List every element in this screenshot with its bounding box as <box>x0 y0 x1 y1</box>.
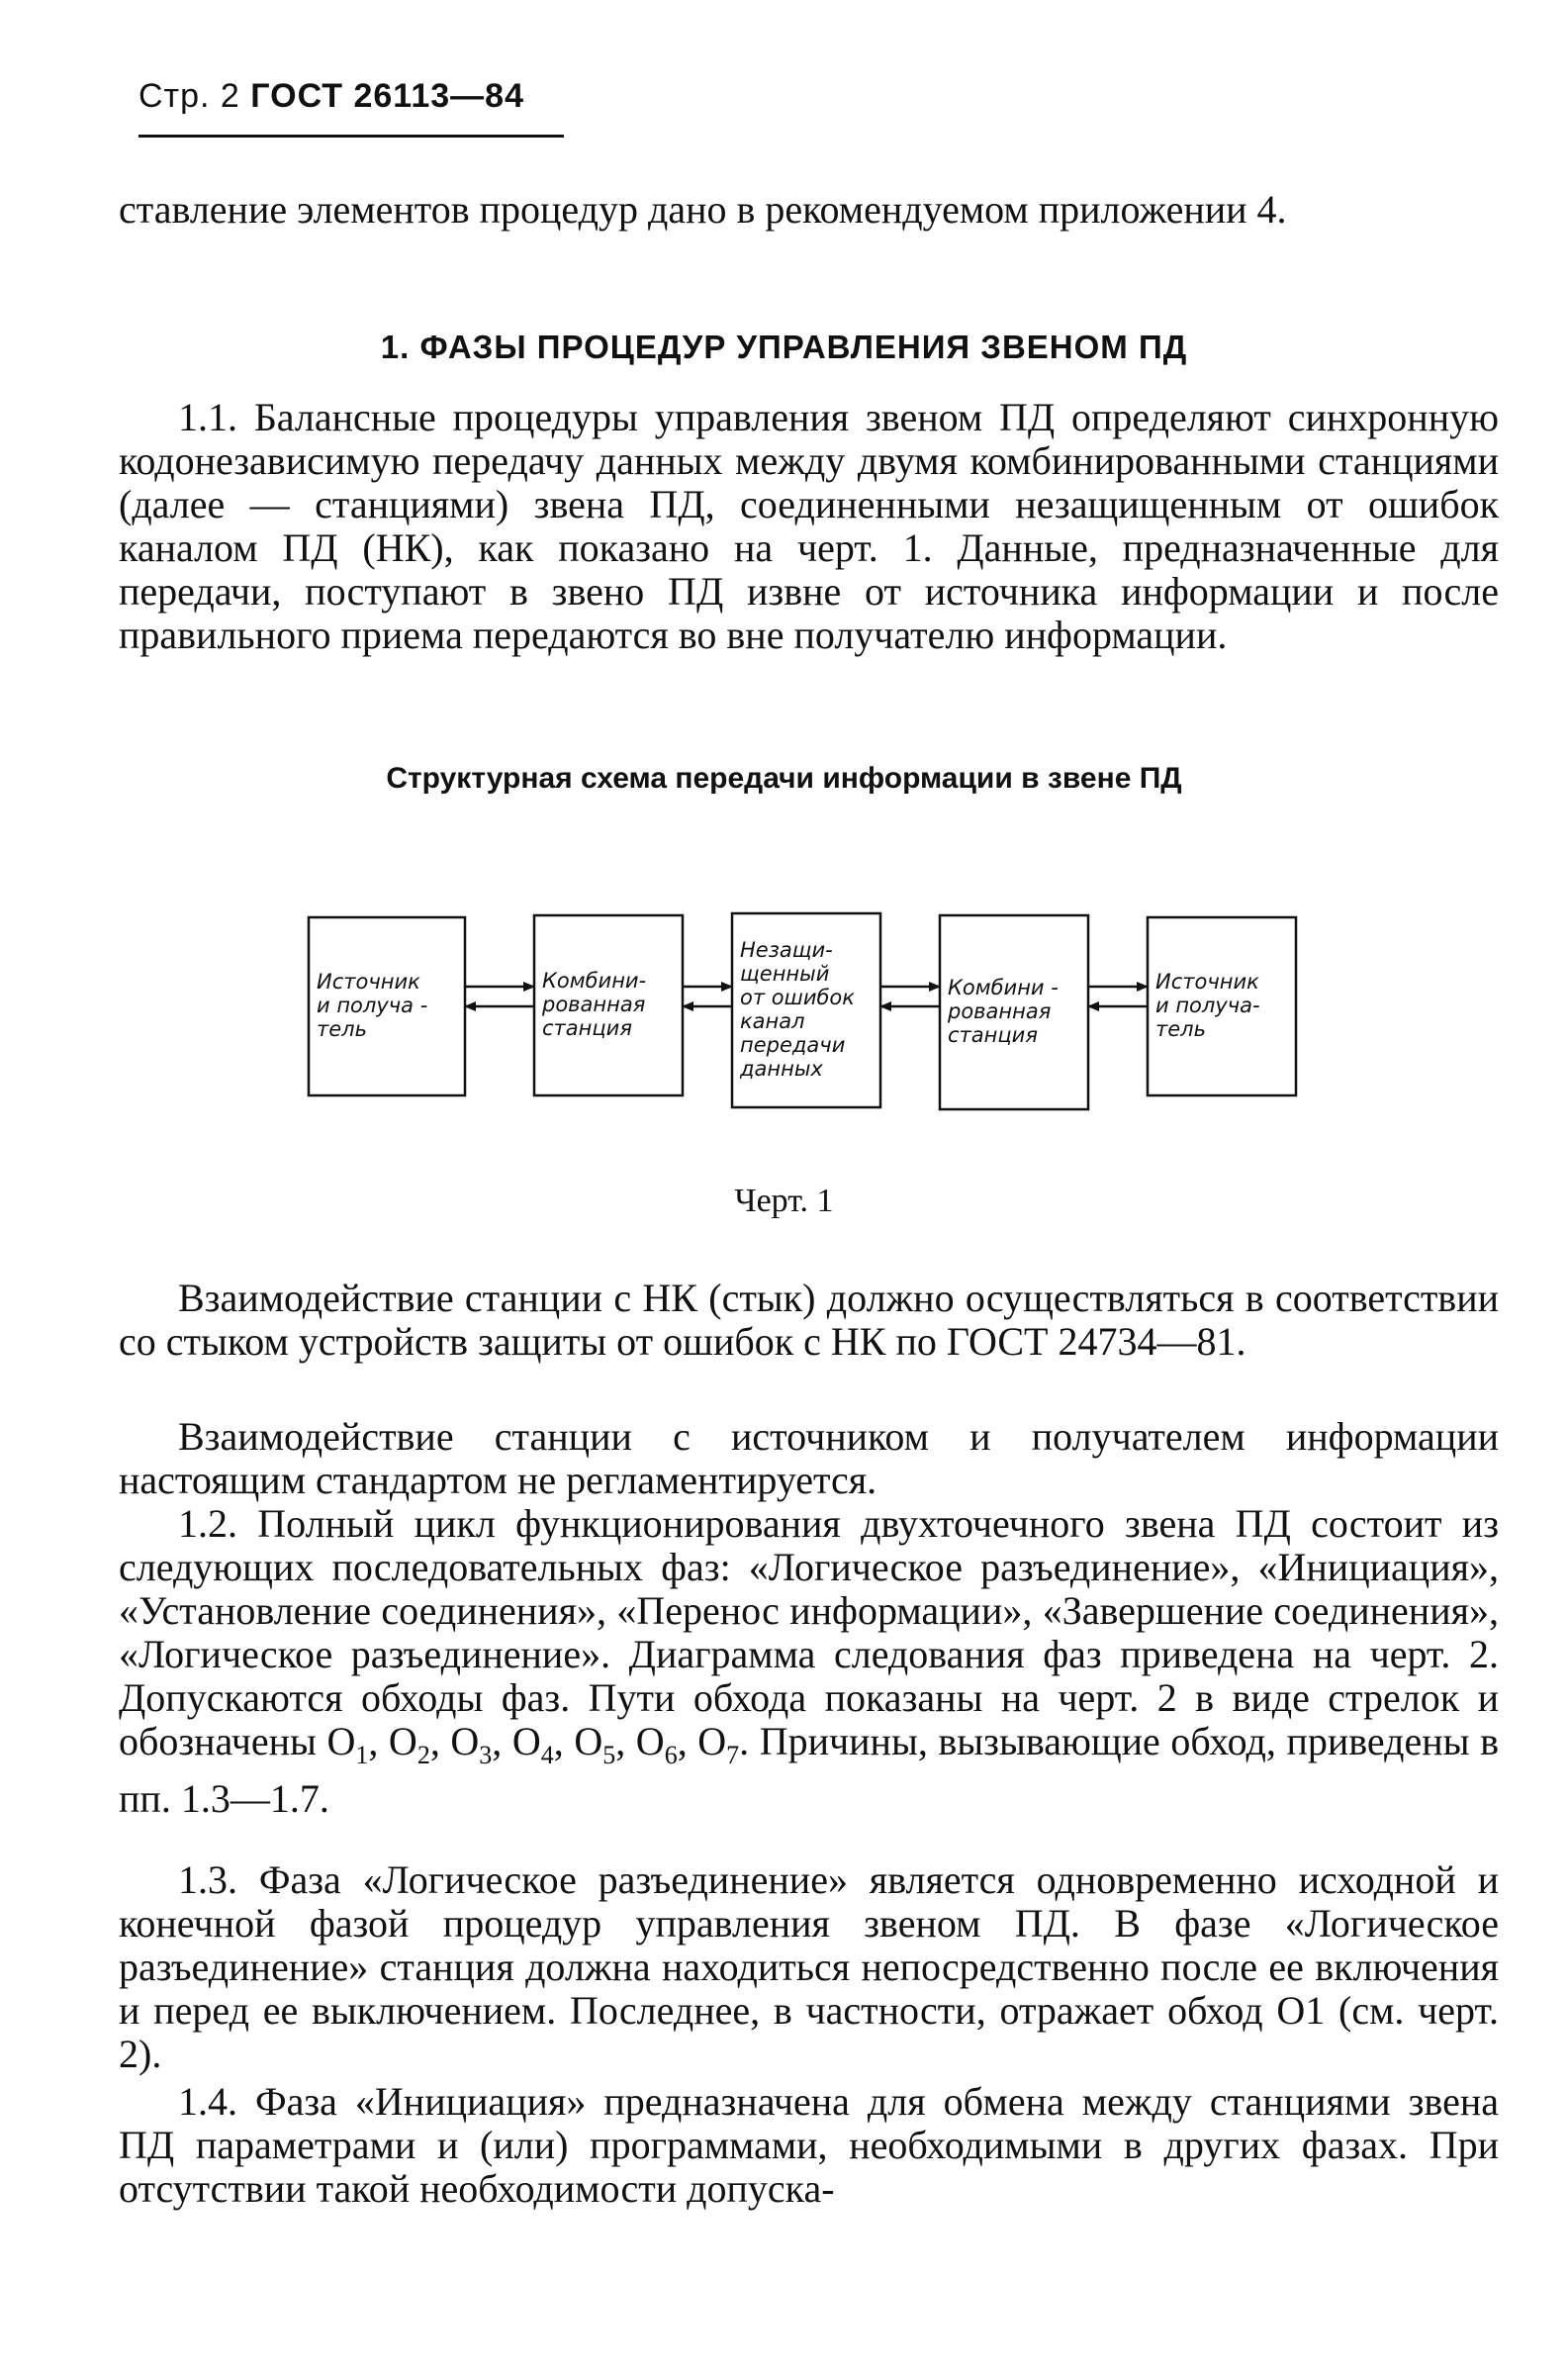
box-label-line: щенный <box>740 962 830 986</box>
figure-title: Структурная схема передачи информации в звене ПД <box>386 762 1182 795</box>
section-title: 1. ФАЗЫ ПРОЦЕДУР УПРАВЛЕНИЯ ЗВЕНОМ ПД <box>380 329 1188 365</box>
box-label-line: и получа - <box>317 994 428 1017</box>
box-station-right <box>940 915 1088 1109</box>
box-label-line: Комбини - <box>948 976 1059 999</box>
bypass-code: $O_2$ <box>388 1719 430 1769</box>
box-label-line: станция <box>542 1016 632 1040</box>
box-label-line: рованная <box>542 993 646 1016</box>
paragraph-1-2-text-after: . Причины, вызывающие обход, приведены в пп. 1.3—1.7. <box>119 1719 1500 1821</box>
standard-number: ГОСТ 26113—84 <box>250 77 524 115</box>
bypass-code: $O_3$ <box>450 1719 493 1769</box>
paragraph-1-4: 1.4. Фаза «Инициация» предназначена для обмена между станциями звена ПД параметрами и (или) программами, необходимыми в других фазах. При отсутствии такой необходимости допуска- <box>119 2079 1499 2211</box>
box-label-line: тель <box>317 1017 367 1041</box>
paragraph-interaction-nk: Взаимодействие станции с НК (стык) должно осуществляться в соответствии со стыком устройств защиты от ошибок с НК по ГОСТ 24734—81. <box>119 1276 1499 1364</box>
box-source-right <box>1148 917 1296 1095</box>
bypass-code: $O_1$ <box>326 1719 369 1769</box>
box-label-line: и получа- <box>1155 994 1260 1017</box>
box-label-line: рованная <box>948 999 1052 1023</box>
bypass-code: $O_4$ <box>511 1719 554 1769</box>
box-label-line: данных <box>740 1057 823 1081</box>
box-label-line: передачи <box>740 1033 846 1057</box>
bypass-code: $O_5$ <box>574 1719 616 1769</box>
page-number: Стр. 2 <box>138 77 240 115</box>
box-label-line: Источник <box>317 970 420 994</box>
structure-diagram <box>307 905 1326 1128</box>
box-label-line: тель <box>1155 1017 1206 1041</box>
figure-caption: Черт. 1 <box>734 1183 834 1219</box>
page-header <box>138 77 524 116</box>
paragraph-interaction-source: Взаимодействие станции с источником и получателем информации настоящим стандартом не регламентируется. <box>119 1414 1499 1502</box>
box-label-line: Незащи- <box>740 938 833 962</box>
bypass-code: $O_7$ <box>697 1719 740 1769</box>
intro-paragraph: ставление элементов процедур дано в рекомендуемом приложении 4. <box>119 187 1287 232</box>
bypass-list: $O_1$, $O_2$, $O_3$, $O_4$, $O_5$, $O_6$, $O_7$ <box>326 1719 740 1769</box>
paragraph-1-1: 1.1. Балансные процедуры управления звеном ПД определяют синхронную кодонезависимую передачу данных между двумя комбинированными станциями (далее — станциями) звена ПД, соединенными незащищенным от ошибок каналом ПД (НК), как показано на черт. 1. Данные, предназначенные для передачи, поступают в звено ПД извне от источника информации и после правильного приема передаются во вне получателю информации. <box>119 395 1499 657</box>
header-rule <box>138 135 564 138</box>
paragraph-1-3: 1.3. Фаза «Логическое разъединение» является одновременно исходной и конечной фазой процедур управления звеном ПД. В фазе «Логическое разъединение» станция должна находиться непосредственно после ее включения и перед ее выключением. Последнее, в частности, отражает обход O1 (см. черт. 2). <box>119 1857 1499 2076</box>
bypass-code: $O_6$ <box>635 1719 678 1769</box>
box-label-line: канал <box>740 1009 805 1033</box>
box-channel <box>732 913 880 1107</box>
box-label-line: Комбини- <box>542 969 647 993</box>
box-label-line: Источник <box>1155 970 1259 994</box>
box-station-left <box>534 915 683 1095</box>
box-label-line: от ошибок <box>740 986 855 1009</box>
paragraph-1-2 <box>119 1502 1499 1821</box>
box-label-line: станция <box>948 1023 1038 1047</box>
box-source-left <box>309 917 465 1095</box>
paragraph-1-2-text: 1.2. Полный цикл функционирования двухточечного звена ПД состоит из следующих последовательных фаз: «Логическое разъединение», «Инициация», «Установление соединения», «Перенос информации», «Завершение соединения», «Логическое разъединение». Диаграмма следования фаз приведена на черт. 2. Допускаются обходы фаз. Пути обхода показаны на черт. 2 в виде стрелок и обозначены <box>119 1501 1499 1763</box>
